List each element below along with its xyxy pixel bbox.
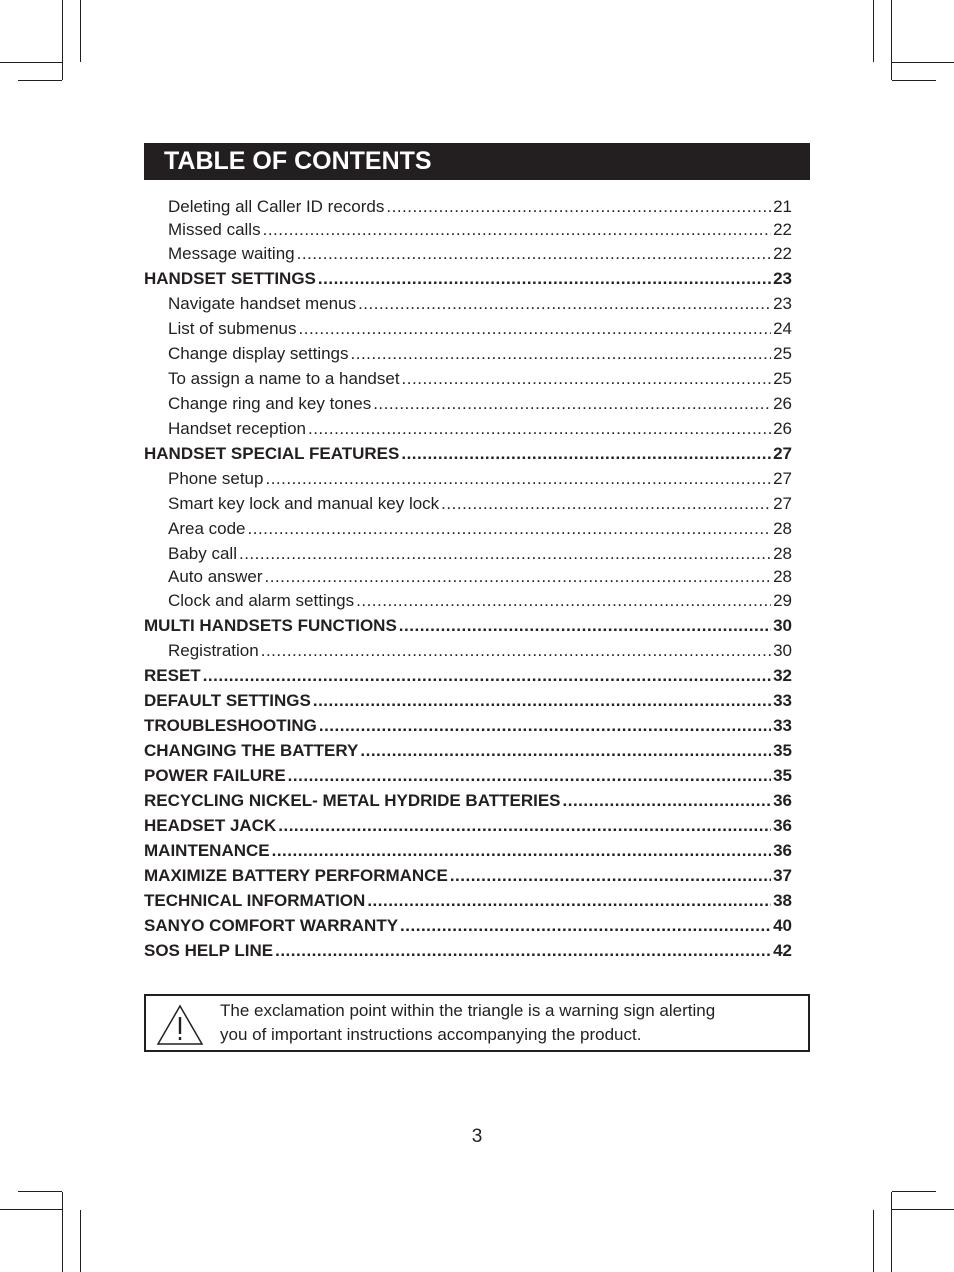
dot-leader [239, 541, 771, 566]
dot-leader [297, 241, 771, 266]
warning-text-line-2: you of important instructions accompanying the product. [220, 1025, 642, 1044]
toc-subsection-entry [144, 566, 792, 588]
toc-entry-page: 26 [773, 419, 792, 438]
dot-leader [351, 341, 772, 366]
toc-subsection-entry [144, 491, 792, 516]
toc-entry-label: HANDSET SPECIAL FEATURES [144, 444, 400, 463]
toc-subsection-entry [144, 341, 792, 366]
dot-leader [299, 316, 772, 341]
toc-section-entry [144, 713, 792, 738]
toc-entry-label: POWER FAILURE [144, 766, 286, 785]
toc-entry-page: 26 [773, 394, 792, 413]
toc-entry-label: Change display settings [168, 344, 349, 363]
toc-entry-label: To assign a name to a handset [168, 369, 400, 388]
toc-section-entry [144, 888, 792, 913]
toc-entry-label: CHANGING THE BATTERY [144, 741, 359, 760]
dot-leader [203, 663, 771, 688]
toc-section-entry [144, 863, 792, 888]
toc-entry-label: SANYO COMFORT WARRANTY [144, 916, 399, 935]
toc-entry-page: 42 [773, 941, 792, 960]
toc-title: TABLE OF CONTENTS [144, 143, 810, 180]
toc-subsection-entry [144, 391, 792, 416]
toc-subsection-entry [144, 516, 792, 541]
dot-leader [265, 466, 771, 491]
toc-entry-label: List of submenus [168, 319, 297, 338]
toc-entry-page: 27 [773, 444, 792, 463]
toc-entry-page: 24 [773, 319, 792, 338]
toc-entry-label: TROUBLESHOOTING [144, 716, 317, 735]
toc-entry-page: 32 [773, 666, 792, 685]
toc-subsection-entry [144, 194, 792, 219]
warning-text-line-1: The exclamation point within the triangle is a warning sign alerting [220, 1001, 716, 1020]
toc-entry-label: RESET [144, 666, 201, 685]
toc-subsection-entry [144, 291, 792, 316]
dot-leader [318, 266, 771, 291]
warning-triangle-icon [156, 1004, 204, 1046]
toc-entry-page: 25 [773, 344, 792, 363]
toc-entry-label: MULTI HANDSETS FUNCTIONS [144, 616, 397, 635]
dot-leader [319, 713, 771, 738]
toc-section-entry [144, 813, 792, 838]
toc-entry-page: 21 [773, 197, 792, 216]
toc-entry-label: Registration [168, 641, 259, 660]
toc-section-entry [144, 738, 792, 763]
dot-leader [360, 738, 771, 763]
toc-section-entry [144, 763, 792, 788]
toc-entry-page: 30 [773, 641, 792, 660]
toc-entry-label: Missed calls [168, 220, 261, 239]
toc-subsection-entry [144, 588, 792, 613]
toc-entry-label: Handset reception [168, 419, 306, 438]
toc-subsection-entry [144, 541, 792, 566]
toc-entry-label: Smart key lock and manual key lock [168, 494, 440, 513]
toc-entry-page: 29 [773, 591, 792, 610]
toc-entry-page: 36 [773, 816, 792, 835]
toc-entry-label: DEFAULT SETTINGS [144, 691, 311, 710]
toc-entry-label: MAINTENANCE [144, 841, 270, 860]
toc-entry-page: 40 [773, 916, 792, 935]
toc-entry-page: 28 [773, 567, 792, 586]
toc-section-entry [144, 613, 792, 638]
toc-entry-label: Auto answer [168, 567, 263, 586]
toc-entry-page: 23 [773, 294, 792, 313]
toc-entry-label: Area code [168, 519, 246, 538]
dot-leader [399, 613, 771, 638]
dot-leader [441, 491, 771, 516]
dot-leader [450, 863, 771, 888]
toc-entry-page: 37 [773, 866, 792, 885]
dot-leader [288, 763, 771, 788]
toc-entry-label: MAXIMIZE BATTERY PERFORMANCE [144, 866, 448, 885]
toc-subsection-entry [144, 241, 792, 266]
toc-entry-page: 27 [773, 469, 792, 488]
toc-section-entry [144, 663, 792, 688]
dot-leader [265, 566, 772, 588]
toc-entry-page: 35 [773, 766, 792, 785]
dot-leader [563, 788, 772, 813]
toc-entry-label: TECHNICAL INFORMATION [144, 891, 366, 910]
page-number: 3 [471, 1126, 483, 1147]
toc-subsection-entry [144, 416, 792, 441]
toc-entry-label: Clock and alarm settings [168, 591, 355, 610]
toc-list [144, 194, 792, 963]
toc-section-entry [144, 838, 792, 863]
dot-leader [386, 194, 771, 219]
toc-entry-page: 35 [773, 741, 792, 760]
toc-section-entry [144, 441, 792, 466]
toc-entry-page: 36 [773, 841, 792, 860]
toc-subsection-entry [144, 316, 792, 341]
toc-entry-page: 33 [773, 716, 792, 735]
toc-entry-page: 36 [773, 791, 792, 810]
dot-leader [308, 416, 771, 441]
toc-entry-label: Deleting all Caller ID records [168, 197, 385, 216]
dot-leader [367, 888, 771, 913]
warning-notice [144, 994, 810, 1052]
toc-entry-page: 22 [773, 244, 792, 263]
toc-entry-label: Message waiting [168, 244, 295, 263]
toc-entry-page: 33 [773, 691, 792, 710]
toc-subsection-entry [144, 219, 792, 241]
toc-entry-label: SOS HELP LINE [144, 941, 274, 960]
toc-entry-label: HEADSET JACK [144, 816, 277, 835]
toc-entry-label: Baby call [168, 544, 237, 563]
toc-entry-page: 23 [773, 269, 792, 288]
dot-leader [356, 588, 771, 613]
toc-entry-label: HANDSET SETTINGS [144, 269, 316, 288]
toc-section-entry [144, 938, 792, 963]
toc-entry-label: RECYCLING NICKEL- METAL HYDRIDE BATTERIES [144, 791, 561, 810]
toc-entry-page: 27 [773, 494, 792, 513]
toc-entry-label: Navigate handset menus [168, 294, 357, 313]
dot-leader [272, 838, 771, 863]
warning-text [220, 999, 800, 1047]
toc-entry-label: Phone setup [168, 469, 264, 488]
dot-leader [263, 219, 771, 241]
toc-section-entry [144, 788, 792, 813]
toc-entry-page: 30 [773, 616, 792, 635]
dot-leader [358, 291, 771, 316]
toc-section-entry [144, 688, 792, 713]
dot-leader [275, 938, 771, 963]
dot-leader [261, 638, 771, 663]
toc-entry-page: 38 [773, 891, 792, 910]
toc-subsection-entry [144, 366, 792, 391]
dot-leader [278, 813, 771, 838]
toc-entry-page: 28 [773, 519, 792, 538]
dot-leader [248, 516, 772, 541]
toc-subsection-entry [144, 638, 792, 663]
dot-leader [401, 441, 771, 466]
toc-subsection-entry [144, 466, 792, 491]
toc-entry-page: 28 [773, 544, 792, 563]
dot-leader [402, 366, 772, 391]
dot-leader [313, 688, 771, 713]
toc-section-entry [144, 913, 792, 938]
toc-entry-label: Change ring and key tones [168, 394, 372, 413]
toc-entry-page: 22 [773, 220, 792, 239]
dot-leader [373, 391, 771, 416]
dot-leader [400, 913, 771, 938]
toc-entry-page: 25 [773, 369, 792, 388]
toc-section-entry [144, 266, 792, 291]
